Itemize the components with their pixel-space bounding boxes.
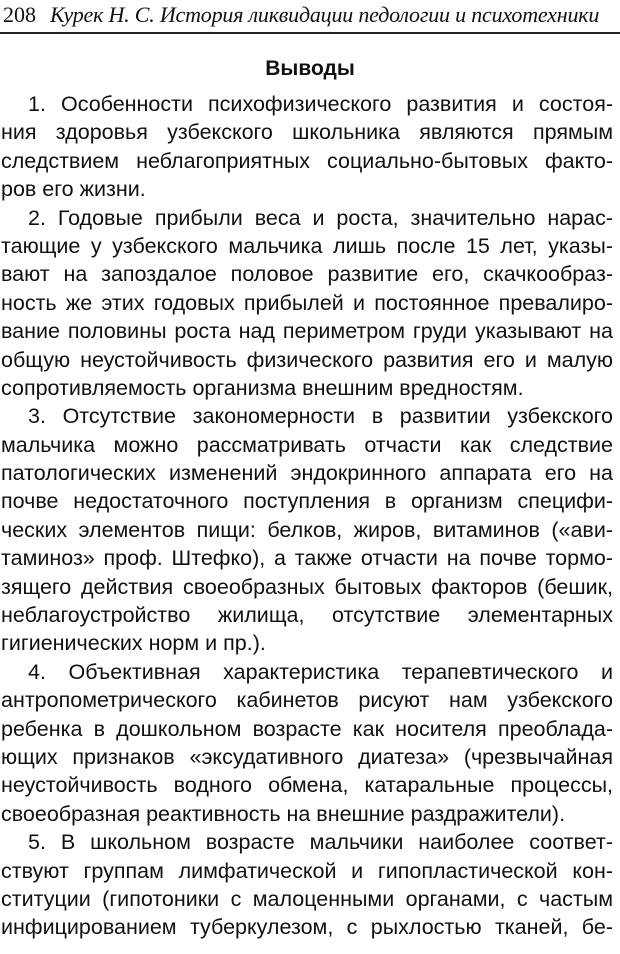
text-line: общую неустойчивость физического развития его и малую — [1, 347, 613, 372]
text-line: следствием неблагоприятных социально-бытовых факто- — [1, 148, 613, 173]
text-line: патологических изменений эндокринного аппарата его на — [1, 461, 613, 486]
text-line: почве недостаточного поступления в организм специфи- — [1, 489, 613, 514]
text-line: 4. Объективная характеристика терапевтического и — [28, 659, 613, 684]
text-line: гигиенических норм и пр.). — [1, 631, 266, 656]
text-line: 2. Годовые прибыли веса и роста, значительно нарас- — [28, 205, 613, 230]
text-line: зящего действия своеобразных бытовых факторов (бешик, — [1, 574, 613, 599]
text-line: ния здоровья узбекского школьника являются прямым — [1, 120, 613, 145]
book-title: Курек Н. С. История ликвидации педологии и психотехники — [50, 2, 600, 27]
text-line: тающие у узбекского мальчика лишь после 15 лет, указы- — [1, 233, 613, 258]
text-line: ров его жизни. — [1, 177, 146, 202]
text-line: вание половины роста над периметром груди указывают на — [1, 319, 613, 344]
text-line: вают на запоздалое половое развитие его, скачкообраз- — [1, 262, 613, 287]
text-line: 3. Отсутствие закономерности в развитии узбекского — [28, 404, 613, 429]
text-line: 1. Особенности психофизического развития и состоя- — [28, 92, 613, 116]
text-line: мальчика можно рассматривать отчасти как следствие — [1, 432, 613, 457]
text-line: таминоз» проф. Штефко), а также отчасти на почве тормо- — [1, 546, 613, 571]
text-line: 5. В школьном возрасте мальчики наиболее соответ- — [28, 830, 613, 855]
text-line: ституции (гипотоники с малоценными органами, с частым — [1, 886, 613, 911]
text-line: неблагоустройство жилища, отсутствие элементарных — [1, 603, 613, 628]
text-line: ческих элементов пищи: белков, жиров, витаминов («ави- — [1, 517, 613, 542]
text-line: сопротивляемость организма внешним вредностям. — [1, 375, 524, 400]
body-text — [1, 90, 613, 942]
text-line: ющих признаков «эксудативного диатеза» (чрезвычайная — [1, 744, 613, 769]
text-line: антропометрического кабинетов рисуют нам узбекского — [1, 688, 613, 713]
text-line: ность же этих годовых прибылей и постоянное превалиро- — [1, 290, 613, 315]
text-line: неустойчивость водного обмена, катаральные процессы, — [1, 773, 613, 798]
text-line: ствуют группам лимфатической и гипопластической кон- — [1, 858, 613, 883]
page-number: 208 — [3, 2, 36, 27]
text-line: инфицированием туберкулезом, с рыхлостью тканей, бе- — [1, 915, 613, 940]
text-line: своеобразная реактивность на внешние раздражители). — [1, 801, 566, 826]
text-line: ребенка в дошкольном возрасте как носителя преоблада- — [1, 716, 613, 741]
section-heading: Выводы — [265, 57, 355, 80]
running-header — [0, 0, 620, 34]
